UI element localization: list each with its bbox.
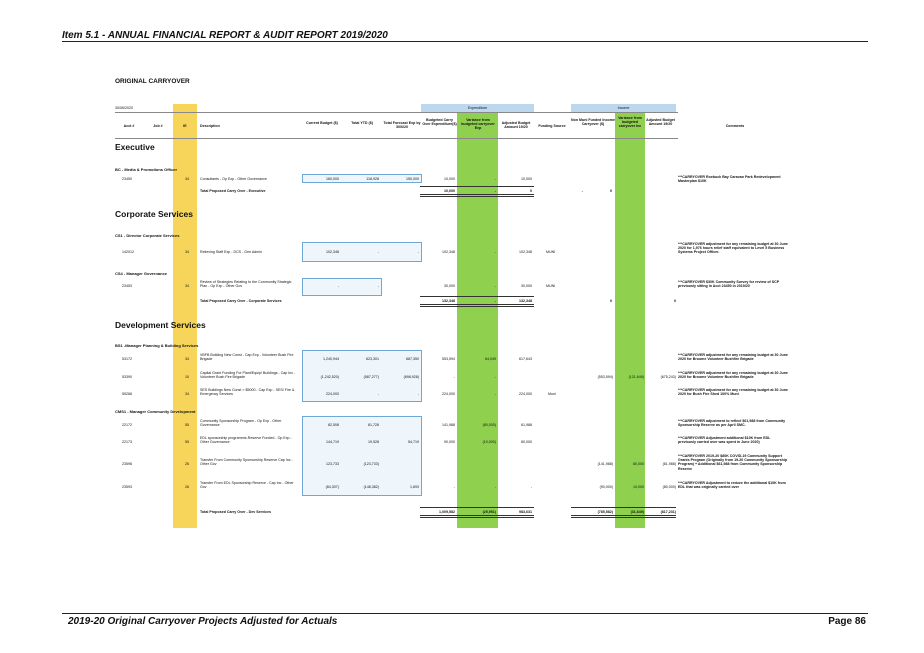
- subsection-governance: CS4 - Manager Governance: [115, 271, 168, 276]
- table-row-adj: 102,348: [519, 250, 532, 254]
- total-corp-var: -: [494, 299, 496, 303]
- table-row-bco: 102,348: [442, 250, 455, 254]
- table-row-desc: VBFB Building New Const - Cap Exp - Volunteer Bush Fire Brigade: [200, 353, 294, 362]
- total-double-rule: [420, 194, 534, 197]
- table-row-ie: 34: [185, 250, 189, 254]
- table-row-bco: -: [453, 485, 455, 489]
- table-row-fund: Muni: [548, 392, 556, 396]
- table-row-cur: (84,307): [325, 485, 339, 489]
- table-row-ytd: 623,301: [366, 357, 379, 361]
- col-adjusted-inc: Adjusted Budget Amount 19/20: [646, 118, 675, 127]
- table-row-fund: MUNI: [546, 250, 556, 254]
- subsection-community-development: CMS1 - Manager Community Development: [115, 409, 196, 414]
- table-row-adjinc: (61,988): [662, 462, 676, 466]
- table-row-ytd: -: [377, 284, 379, 288]
- table-row-adj: 224,000: [519, 392, 532, 396]
- table-row-bco: 553,594: [442, 357, 455, 361]
- table-row-acct: 53390: [122, 375, 132, 379]
- table-row-ie: 10: [185, 375, 189, 379]
- table-row-comment: ***CARRYOVER Adjustment to reduce the additional $10K from EDL that was originally carried over: [678, 481, 786, 490]
- table-row-var: -: [494, 485, 496, 489]
- footer-title: 2019-20 Original Carryover Projects Adjusted for Actuals: [68, 616, 338, 627]
- section-executive: Executive: [115, 142, 155, 152]
- table-row-acct: 23596: [122, 462, 132, 466]
- total-corp-ninc: 0: [610, 299, 612, 303]
- table-row-var: -: [494, 177, 496, 181]
- total-rule: [420, 296, 534, 297]
- table-row-adj: -: [530, 485, 532, 489]
- table-row-comment: ***CARRYOVER 2019-20 $80K COVID-19 Community Support Grants Program (Originally from 19-20 Community Sponsorship Program) + Additional $61,988 from Community Sponsorship Reserve: [678, 454, 788, 471]
- col-non-muni: Non Muni Funded Income Carryover ($): [571, 118, 615, 127]
- table-row-bco: 224,000: [442, 392, 455, 396]
- table-row-var: (10,000): [482, 440, 496, 444]
- table-row-fc: -: [417, 392, 419, 396]
- table-row-cur: 123,733: [326, 462, 339, 466]
- total-dev-bco: 1,009,582: [439, 510, 455, 514]
- total-exec-ninc: -: [581, 189, 583, 193]
- table-row-comment: ***CARRYOVER adjustment for any remaining budget at 30 June 2020 for Bush Fire Shed 100% Muni: [678, 388, 788, 397]
- table-row-comment: ***CARRYOVER $30K Community Survey for review of SCP previously sitting in Acct 23450 in 2019/20: [678, 280, 780, 289]
- table-row-adj: 80,000: [521, 440, 532, 444]
- table-row-comment: ***CARRYOVER Adjustment additional $10K from EDL previously carried over was spent in June 2020): [678, 436, 771, 445]
- table-row-desc: Consultants - Op Exp - Other Governance: [200, 177, 267, 181]
- table-row-cur: -: [337, 284, 339, 288]
- expenditure-label: Expenditure: [467, 106, 488, 110]
- table-row-var: -: [494, 284, 496, 288]
- table-row-varinc: 10,000: [633, 485, 644, 489]
- table-row-comment: ***CARRYOVER adjustment for any remaining budget at 30 June 2020 for Broome Volunteer Bushfire Brigade: [678, 371, 788, 380]
- col-current-budget: Current Budget ($): [306, 121, 338, 125]
- table-row-varinc: (121,649): [628, 375, 644, 379]
- table-row-ytd: 81,728: [368, 423, 379, 427]
- header-bottom-rule: [115, 138, 678, 139]
- subsection-planning-building: BS1 -Manager Planning & Building Services: [115, 343, 199, 348]
- table-row-comment: ***CARRYOVER adjustment to reflect $61,988 from Community Sponsorship Reserve as per April SMC.: [678, 419, 786, 428]
- page-number: Page 86: [828, 616, 866, 627]
- subsection-media: BC - Media & Promotions Officer: [115, 167, 178, 172]
- section-corporate: Corporate Services: [115, 209, 193, 219]
- table-row-ytd: -: [377, 392, 379, 396]
- table-row-var: -: [494, 250, 496, 254]
- table-row-desc: Capital Grant Funding For Plant/Equip/ Buildings - Cap Inc - Volunteer Bush Fire Brigade: [200, 371, 296, 380]
- total-corp-adjinc: 0: [674, 299, 676, 303]
- col-variance-exp: Variance from budgeted carryover Exp: [461, 118, 495, 131]
- total-double-rule: [571, 515, 676, 518]
- table-row-bco: -: [453, 375, 455, 379]
- table-row-cur: 102,348: [326, 250, 339, 254]
- table-row-acct: 23450: [122, 177, 132, 181]
- table-row-ytd: (148,382): [363, 485, 379, 489]
- total-corp-adj: 132,348: [519, 299, 532, 303]
- table-row-fc: (698,928): [403, 375, 419, 379]
- table-row-acct: 55266: [122, 392, 132, 396]
- table-row-comment: ***CARRYOVER adjustment for any remaining budget at 30 June 2020 for Broome Volunteer Bushfire Brigade: [678, 353, 788, 362]
- table-row-ytd: -: [377, 250, 379, 254]
- total-exec-adj: 0: [530, 189, 532, 193]
- header-rule: [62, 41, 868, 42]
- table-row-adjinc: (675,243): [660, 375, 676, 379]
- footer-rule: [62, 613, 868, 614]
- table-row-cur: 160,000: [326, 177, 339, 181]
- table-row-acct: 23593: [122, 485, 132, 489]
- total-corp-bco: 132,348: [442, 299, 455, 303]
- table-row-acct: 22172: [122, 423, 132, 427]
- table-row-adj: 10,000: [521, 177, 532, 181]
- table-row-ie: 26: [185, 462, 189, 466]
- total-dev-adj: 983,631: [519, 510, 532, 514]
- report-title: ORIGINAL CARRYOVER: [115, 78, 190, 85]
- table-row-comment: ***CARRYOVER adjustment for any remaining budget at 30 June 2020 for 1,976 hours relief staff equivalent to Level 5 Business Systems Project Officer.: [678, 242, 788, 255]
- table-row-var: -: [494, 392, 496, 396]
- col-budgeted-carry: Budgeted Carry Over Expenditure($): [422, 118, 457, 127]
- total-exec-bco: 10,000: [444, 189, 455, 193]
- col-funding-source: Funding Source: [538, 124, 566, 128]
- table-row-ninc: (553,594): [597, 375, 613, 379]
- table-row-fc: -: [417, 250, 419, 254]
- table-row-var: 64,049: [485, 357, 496, 361]
- table-row-ie: 34: [185, 392, 189, 396]
- page-header-title: Item 5.1 - ANNUAL FINANCIAL REPORT & AUDIT REPORT 2019/2020: [62, 30, 388, 41]
- total-dev-ninc: (785,582): [597, 510, 613, 514]
- table-row-bco: 141,988: [442, 423, 455, 427]
- table-row-acct: 53172: [122, 357, 132, 361]
- table-row-desc: Transfer From EDL Sponsorship Reserve - Cap Inc - Other Gov: [200, 481, 294, 490]
- total-exec-var: -: [494, 189, 496, 193]
- table-row-desc: SES Buildings New Const > $5000 - Cap Exp - SES/ Fire & Emergency Services: [200, 388, 295, 397]
- table-row-bco: 30,000: [444, 284, 455, 288]
- table-row-ytd: (123,733): [363, 462, 379, 466]
- total-exec-adjinc: 0: [610, 189, 612, 193]
- expenditure-variance-band: [457, 113, 498, 528]
- col-variance-inc: Variance from budgeted carryover Inc: [618, 116, 642, 129]
- table-row-desc: Review of Strategies Relating to the Community Strategic Plan - Op Exp - Other Gov: [200, 280, 292, 289]
- col-comments: Comments: [725, 124, 745, 128]
- col-description: Description: [200, 124, 220, 128]
- table-row-cur: 224,000: [326, 392, 339, 396]
- table-row-cur: (1,242,520): [320, 375, 339, 379]
- table-row-ninc: (141,988): [597, 462, 613, 466]
- table-row-acct: 22173: [122, 440, 132, 444]
- table-row-cur: 82,508: [328, 423, 339, 427]
- table-row-var: -: [494, 375, 496, 379]
- section-development: Development Services: [115, 320, 206, 330]
- total-rule: [420, 507, 534, 508]
- table-row-cur: 144,719: [326, 440, 339, 444]
- total-executive-label: Total Proposed Carry Over - Executive: [200, 189, 266, 193]
- total-double-rule: [420, 515, 534, 518]
- table-row-ie: 34: [185, 284, 189, 288]
- table-row-fc: 1,693: [410, 485, 419, 489]
- total-double-rule: [420, 304, 534, 307]
- table-row-acct: 23453: [122, 284, 132, 288]
- table-row-ie: 34: [185, 357, 189, 361]
- table-row-fc: 54,719: [408, 440, 419, 444]
- table-row-adj: 617,643: [519, 357, 532, 361]
- table-row-bco: 90,000: [444, 440, 455, 444]
- table-row-ytd: 19,528: [368, 440, 379, 444]
- table-row-adj: 30,000: [521, 284, 532, 288]
- total-rule: [420, 186, 534, 187]
- col-ie: IE: [183, 124, 187, 128]
- total-dev-var: (25,951): [482, 510, 496, 514]
- table-row-ie: 55: [185, 440, 189, 444]
- report-date: 30/06/2020: [115, 106, 133, 110]
- table-row-ie: 34: [185, 177, 189, 181]
- table-row-desc: Relieving Staff Exp - DCS - Gen Admin: [200, 250, 263, 254]
- table-row-var: (80,000): [482, 423, 496, 427]
- table-row-desc: EDL sponsorship programme-Reserve Funded - Op Exp - Other Governance: [200, 436, 292, 445]
- table-row-cur: 1,240,944: [323, 357, 339, 361]
- table-row-fc: 687,350: [406, 357, 419, 361]
- table-row-ytd: (587,277): [363, 375, 379, 379]
- table-row-bco: 10,000: [444, 177, 455, 181]
- table-row-desc: Community Sponsorship Program - Op Exp - Other Governance: [200, 419, 282, 428]
- table-row-fc: 150,000: [406, 177, 419, 181]
- col-job: Job #: [153, 124, 163, 128]
- table-row-ie: 55: [185, 423, 189, 427]
- total-dev-varinc: (31,649): [630, 510, 644, 514]
- income-label: Income: [617, 106, 630, 110]
- table-row-adj: 61,988: [521, 423, 532, 427]
- table-row-ytd: 118,928: [366, 177, 379, 181]
- table-row-adjinc: (80,000): [662, 485, 676, 489]
- col-acct: Acct #: [123, 124, 135, 128]
- table-row-ie: 26: [185, 485, 189, 489]
- total-dev-label: Total Proposed Carry Over - Dev Services: [200, 510, 272, 514]
- table-row-comment: ***CARRYOVER Roebuck Bay Caravan Park Redevelopment Masterplan $10K: [678, 175, 781, 184]
- budget-box: [302, 416, 422, 496]
- table-row-varinc: 80,000: [633, 462, 644, 466]
- col-total-forecast: Total Forecast Exp by 30/6/20: [383, 121, 421, 130]
- table-row-desc: Transfer From Community Sponsorship Reserve Cap Inc - Other Gov: [200, 458, 293, 467]
- header-top-rule: [115, 112, 678, 113]
- total-corporate-label: Total Proposed Carry Over - Corporate Services: [200, 299, 282, 303]
- table-row-ninc: (90,000): [599, 485, 613, 489]
- subsection-director-corporate: CS1 - Director Corporate Services: [115, 233, 180, 238]
- table-row-acct: 142012: [122, 250, 134, 254]
- total-rule: [571, 507, 676, 508]
- table-row-fund: MUNI: [546, 284, 556, 288]
- col-adjusted-exp: Adjusted Budget Amount 19/20: [501, 121, 531, 130]
- col-total-ytd: Total YTD ($): [351, 121, 373, 125]
- total-dev-adjinc: (817,231): [660, 510, 676, 514]
